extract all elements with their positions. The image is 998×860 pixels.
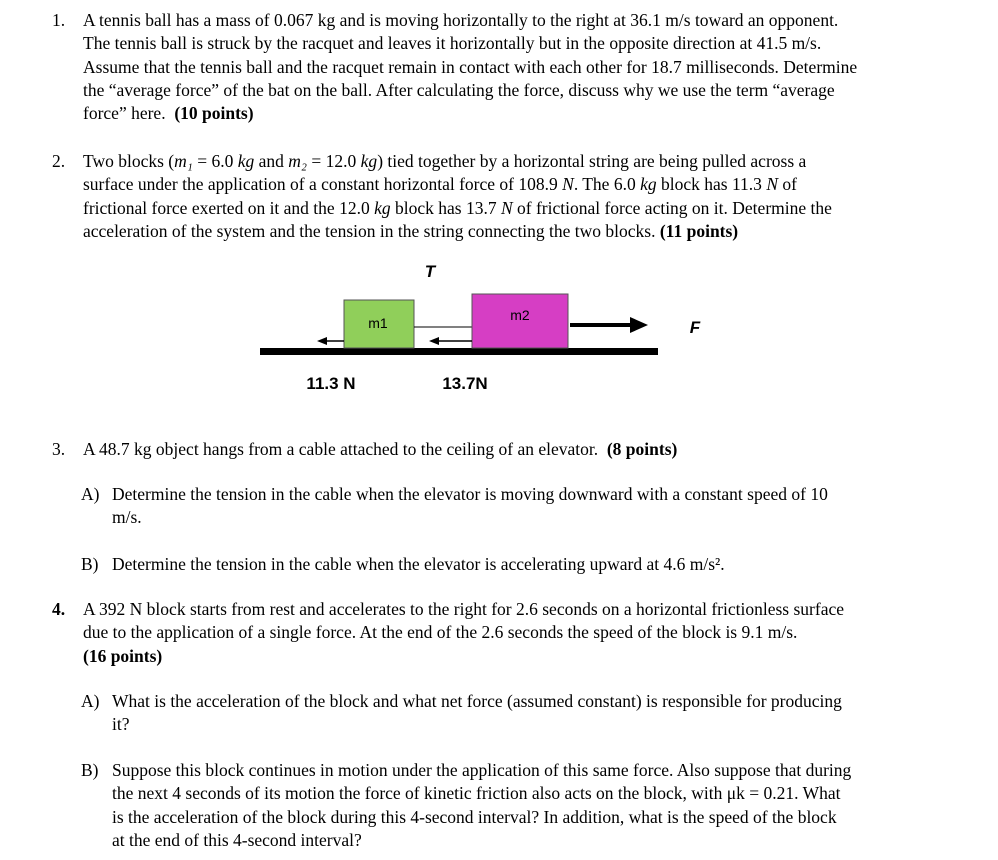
text-fragment: frictional force exerted on it and the 12.0 bbox=[83, 197, 375, 218]
unit: kg bbox=[360, 151, 378, 171]
ground-surface bbox=[260, 348, 658, 355]
block-m1-label: m1 bbox=[368, 315, 388, 331]
text-fragment: ) tied together by a horizontal string are being pulled across a bbox=[377, 151, 807, 171]
block-m2-label: m2 bbox=[510, 307, 530, 323]
text-line: force” here. bbox=[83, 103, 166, 124]
unit: N bbox=[562, 174, 574, 195]
points-label: (11 points) bbox=[659, 220, 739, 241]
text-fragment: A 48.7 kg object hangs from a cable attached to the ceiling of an elevator. bbox=[83, 439, 599, 459]
question-number: 1. bbox=[52, 10, 66, 30]
text-fragment: surface under the application of a constant horizontal force of 108.9 bbox=[83, 174, 563, 195]
part-label: A) bbox=[81, 484, 100, 504]
text-fragment: . The 6.0 bbox=[573, 174, 641, 195]
blocks-diagram bbox=[0, 0, 998, 400]
text-line: What is the acceleration of the block and what net force (assumed constant) is responsible for producing bbox=[112, 691, 842, 711]
text-fragment: block has 13.7 bbox=[390, 197, 501, 218]
part-label: B) bbox=[81, 760, 99, 780]
unit: kg bbox=[374, 197, 391, 218]
text-line: Assume that the tennis ball and the racquet remain in contact with each other for 18.7 milliseconds. Determine bbox=[83, 56, 858, 77]
points-label: (16 points) bbox=[83, 645, 163, 666]
force-label: F bbox=[689, 318, 701, 337]
text-line: m/s. bbox=[112, 507, 142, 528]
text-line: the “average force” of the bat on the ball. After calculating the force, discuss why we use the term “average bbox=[83, 79, 835, 100]
text-fragment: block has 11.3 bbox=[656, 174, 767, 195]
part-label: B) bbox=[81, 554, 99, 574]
question-number: 3. bbox=[52, 439, 66, 459]
text-fragment: = 12.0 bbox=[307, 151, 361, 171]
question-number: 2. bbox=[52, 151, 66, 171]
text-line: Determine the tension in the cable when the elevator is moving downward with a constant speed of 10 bbox=[112, 484, 828, 504]
text-line: A 392 N block starts from rest and accelerates to the right for 2.6 seconds on a horizontal frictionless surface bbox=[83, 599, 845, 619]
question-number: 4. bbox=[52, 599, 66, 619]
points-label: (10 points) bbox=[174, 103, 254, 124]
math-symbol: m₂ bbox=[288, 151, 308, 171]
text-line: is the acceleration of the block during this 4-second interval? In addition, what is the speed of the block bbox=[112, 806, 837, 827]
unit: kg bbox=[237, 151, 255, 171]
text-fragment: acceleration of the system and the tension in the string connecting the two blocks. bbox=[83, 220, 656, 241]
question-text bbox=[83, 438, 953, 461]
text-line: due to the application of a single force. At the end of the 2.6 seconds the speed of the block is 9.1 m/s. bbox=[83, 622, 798, 643]
unit: kg bbox=[640, 174, 657, 195]
text-line: A tennis ball has a mass of 0.067 kg and is moving horizontally to the right at 36.1 m/s toward an opponent. bbox=[83, 10, 839, 30]
text-line: Determine the tension in the cable when the elevator is accelerating upward at 4.6 m/s². bbox=[112, 554, 725, 574]
friction-m1-label: 11.3 N bbox=[306, 374, 356, 393]
friction-m2-label: 13.7N bbox=[442, 374, 488, 393]
text-line: the next 4 seconds of its motion the force of kinetic friction also acts on the block, with μk = 0.21. What bbox=[112, 783, 841, 804]
text-line: at the end of this 4-second interval? bbox=[112, 829, 362, 850]
text-fragment: of bbox=[778, 174, 797, 195]
math-symbol: m₁ bbox=[174, 151, 193, 171]
part-label: A) bbox=[81, 691, 100, 711]
friction-arrow-m1-head bbox=[317, 337, 327, 345]
text-line: it? bbox=[112, 714, 130, 735]
text-fragment: = 6.0 bbox=[192, 151, 238, 171]
text-fragment: and bbox=[254, 151, 289, 171]
unit: N bbox=[766, 174, 778, 195]
text-line: The tennis ball is struck by the racquet and leaves it horizontally but in the opposite direction at 41.5 m/s. bbox=[83, 33, 822, 54]
points-label: (8 points) bbox=[606, 439, 678, 459]
text-fragment: Two blocks ( bbox=[83, 151, 175, 171]
force-arrow-head bbox=[630, 317, 648, 333]
tension-label: T bbox=[424, 262, 436, 281]
unit: N bbox=[500, 197, 513, 218]
question-text bbox=[83, 598, 953, 668]
text-fragment: of frictional force acting on it. Determine the bbox=[512, 197, 832, 218]
friction-arrow-m2-head bbox=[429, 337, 439, 345]
text-line: Suppose this block continues in motion under the application of this same force. Also suppose that during bbox=[112, 760, 852, 780]
